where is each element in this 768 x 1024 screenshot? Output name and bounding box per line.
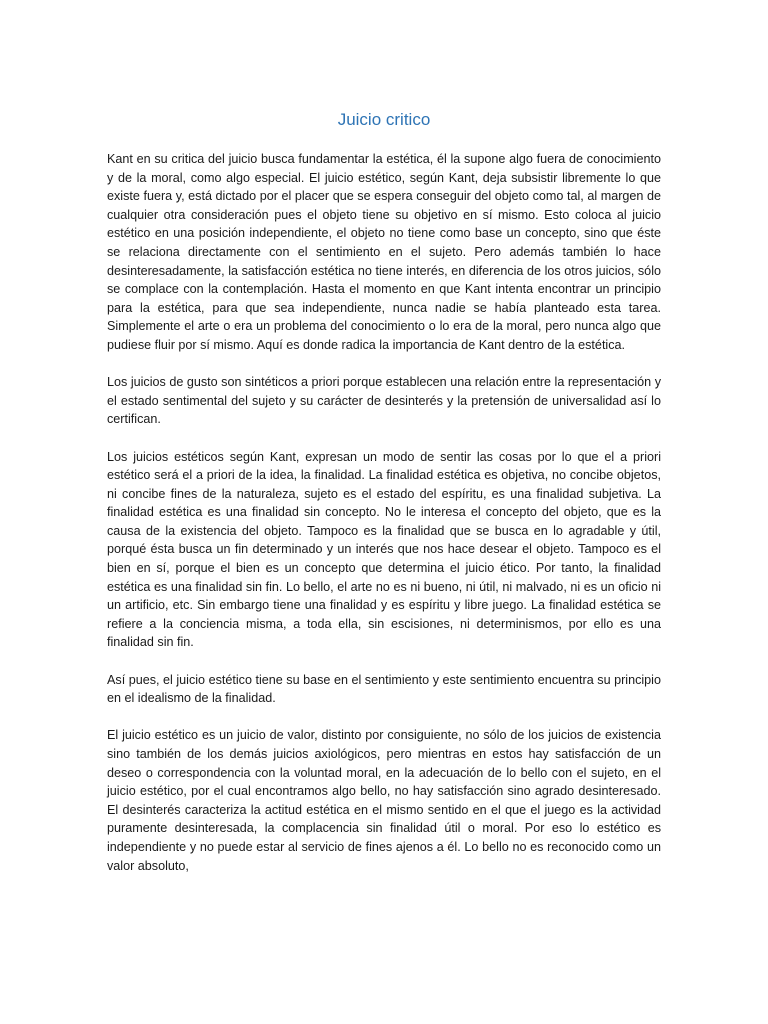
paragraph-3: Los juicios estéticos según Kant, expresan un modo de sentir las cosas por lo que el a priori estético será el a priori de la idea, la finalidad. La finalidad estética es objetiva, no concibe objetos, ni concibe fines de la naturaleza, sujeto es el estado del espíritu, es una finalidad subjetiva. La finalidad estética es una finalidad sin concepto. No le interesa el concepto del objeto, que es la causa de la existencia del objeto. Tampoco es la finalidad que se busca en lo agradable y útil, porqué ésta busca un fin determinado y un interés que nos hace desear el objeto. Tampoco es el bien en sí, porque el bien es un concepto que determina el juicio ético. Por tanto, la finalidad estética es una finalidad sin fin. Lo bello, el arte no es ni bueno, ni útil, ni malvado, ni es un oficio ni un artificio, etc. Sin embargo tiene una finalidad y es espíritu y libre juego. La finalidad estética se refiere a la conciencia misma, a toda ella, sin escisiones, ni determinismos, por ello es una finalidad sin fin. <box>107 449 661 650</box>
paragraph-1: Kant en su critica del juicio busca fundamentar la estética, él la supone algo fuera de conocimiento y de la moral, como algo especial. El juicio estético, según Kant, deja subsistir libremente lo que existe fuera y, está dictado por el placer que se espera conseguir del objeto como tal, al margen de cualquier otra consideración pues el objeto tiene su objetivo en sí mismo. Esto coloca al juicio estético en una posición independiente, el objeto no tiene como base un concepto, sino que éste se relaciona directamente con el sentimiento en el sujeto. Pero además también lo hace desinteresadamente, la satisfacción estética no tiene interés, en diferencia de los otros juicios, sólo se complace con la contemplación. Hasta el momento en que Kant intenta encontrar un principio para la estética, para que sea independiente, nunca nadie se había planteado esta tarea. Simplemente el arte o era un problema del conocimiento o lo era de la moral, pero nunca algo que pudiese fluir por sí mismo. Aquí es donde radica la importancia de Kant dentro de la estética. <box>107 152 661 352</box>
paragraph-4: Así pues, el juicio estético tiene su base en el sentimiento y este sentimiento encuentra su principio en el idealismo de la finalidad. <box>107 672 661 706</box>
document-title: Juicio critico <box>337 110 431 129</box>
paragraph-2: Los juicios de gusto son sintéticos a priori porque establecen una relación entre la representación y el estado sentimental del sujeto y su carácter de desinterés y la pretensión de universalidad así lo certifican. <box>107 375 661 427</box>
paragraph-5: El juicio estético es un juicio de valor, distinto por consiguiente, no sólo de los juicios de existencia sino también de los demás juicios axiológicos, pero mientras en estos hay satisfacción de un deseo o correspondencia con la voluntad moral, en la adecuación de lo bello con el sujeto, en el juicio estético, por el cual encontramos algo bello, no hay satisfacción sino agrado desinteresado. El desinterés caracteriza la actitud estética en el mismo sentido en el que el juego es la actividad puramente desinteresada, la complacencia sin finalidad útil o moral. Por eso lo estético es independiente y no puede estar al servicio de fines ajenos a él. Lo bello no es reconocido como un valor absoluto, <box>107 728 661 873</box>
document-body <box>107 150 661 894</box>
